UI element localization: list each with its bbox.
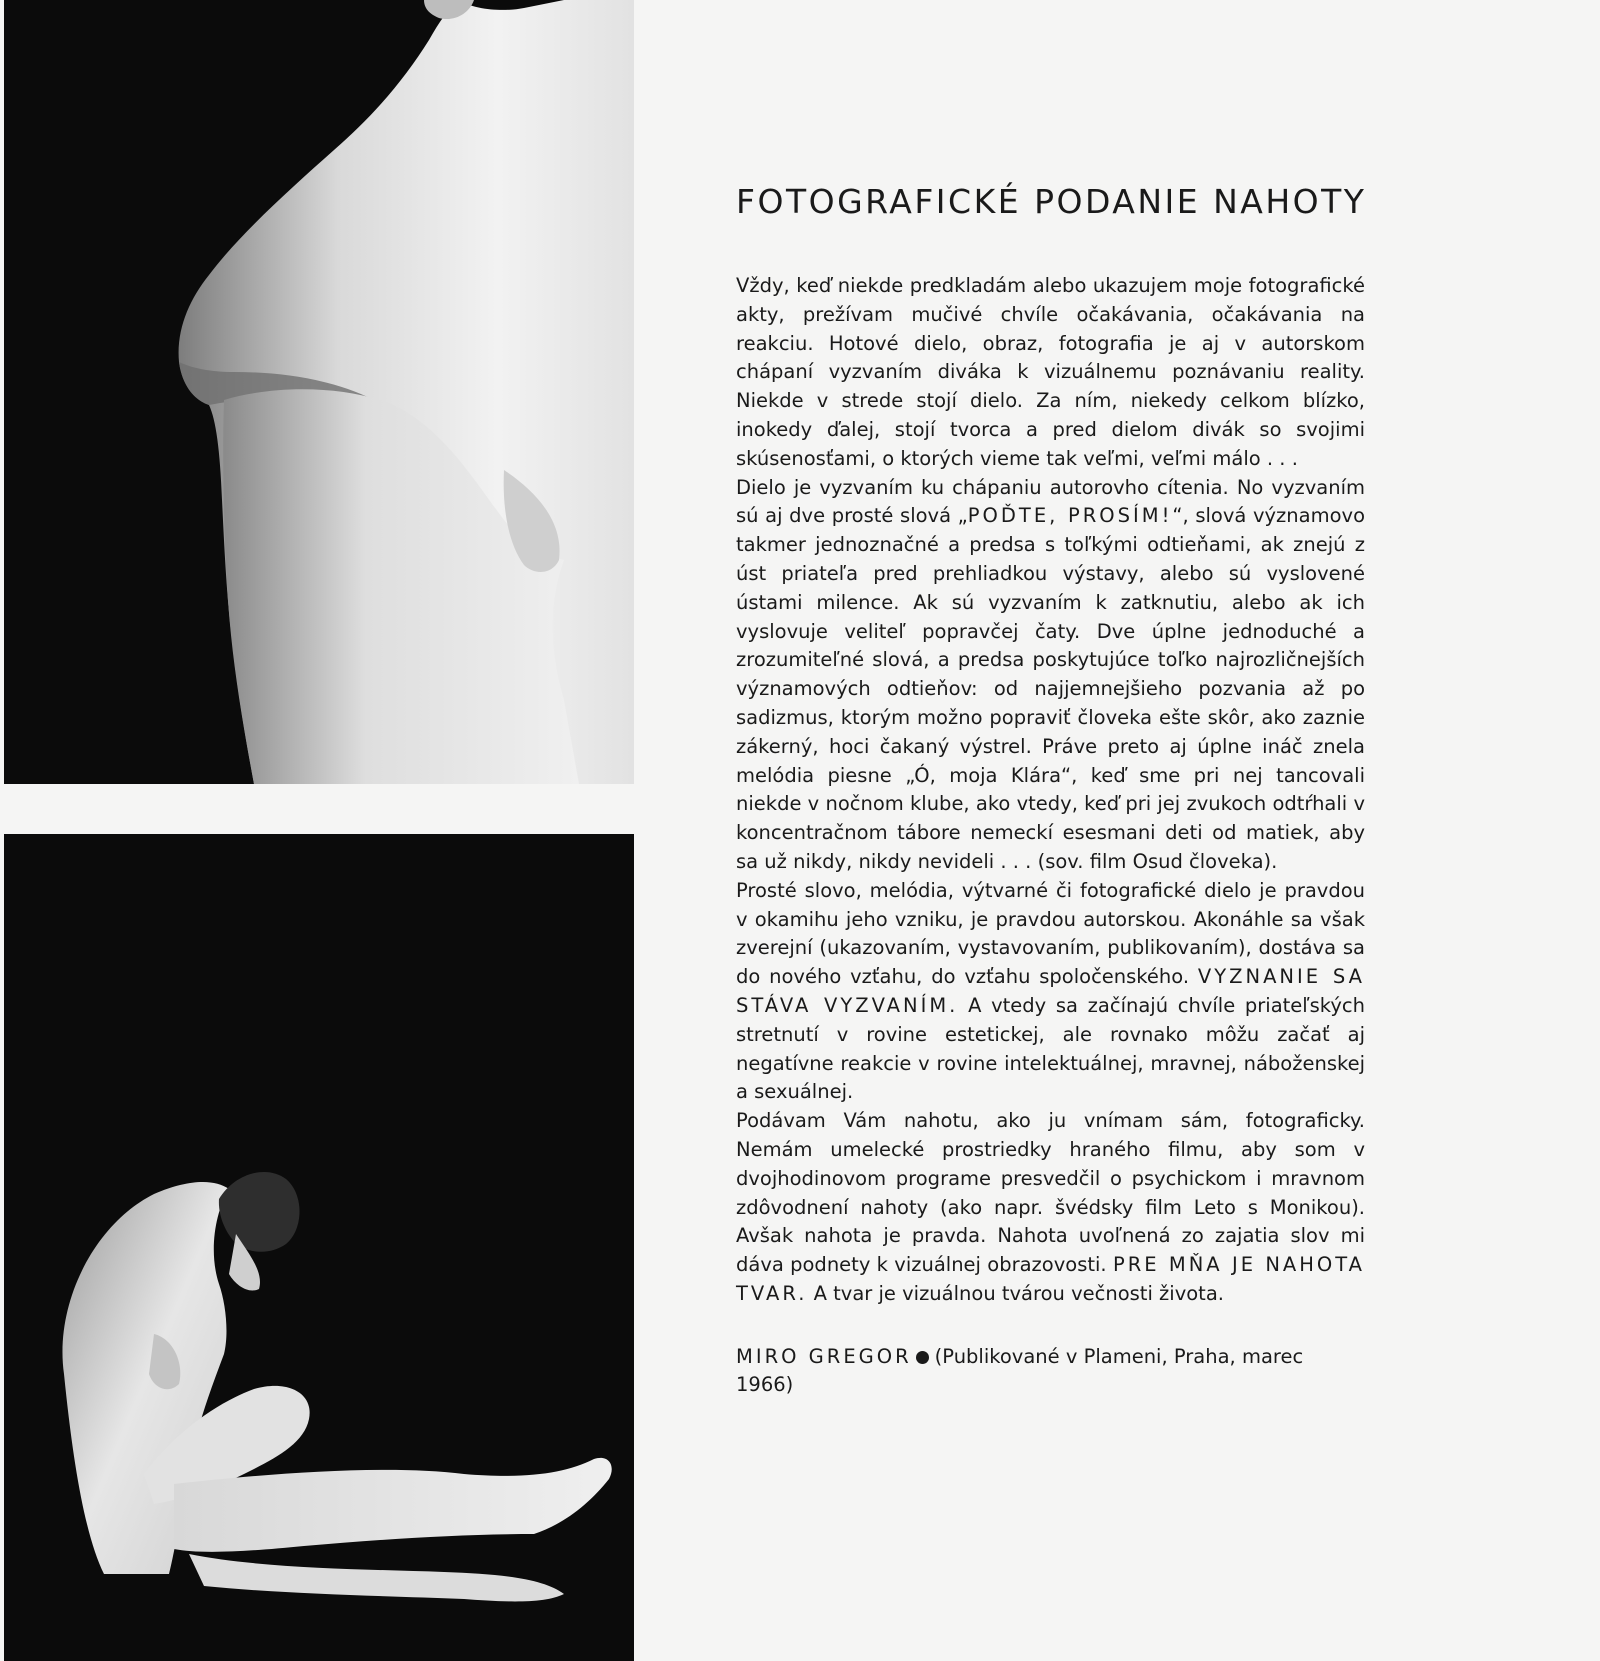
paragraph-text: Dielo je vyzvaním ku chápaniu autorovho cítenia. No vyzvaním sú aj dve prosté slová „ (736, 475, 1365, 528)
emphasized-caps-text: VYZNANIE SA STÁVA VYZVANÍM. (736, 965, 1365, 1017)
article-paragraph-4 (736, 1107, 1365, 1309)
seated-figure-illustration (4, 834, 634, 1661)
article-paragraph-1 (736, 272, 1365, 474)
emphasized-caps-text: POĎTE, PROSÍM! (967, 504, 1173, 528)
paragraph-text: “, slová významovo takmer jednoznačné a predsa s toľkými odtieňami, ak znejú z úst priateľa pred prehliadkou výstavy, alebo sú vyslovené ústami milence. Ak sú vyzvaním k zatknutiu, alebo ak ich vyslovuje veliteľ popravčej čaty. Dve úplne jednoduché a zrozumiteľné slová, a predsa poskytujúce toľko najrozličnejších významových odtieňov: od najjemnejšieho pozvania až po sadizmus, ktorým možno popraviť človeka ešte skôr, ako zaznie zákerný, hoci čakaný výstrel. Práve preto aj úplne ináč znela melódia piesne „Ó, moja Klára“, keď sme pri nej tancovali niekde v nočnom klube, ako vtedy, keď pri jej zvukoch odtŕhali v koncentračnom tábore nemeckí esesmani deti od matiek, aby sa už nikdy, nikdy nevideli . . . (sov. film Osud človeka). (736, 504, 1365, 873)
publication-note: (Publikované v Plameni, Praha, marec 1966) (736, 1344, 1304, 1397)
emphasized-caps-text: PRE MŇA JE NAHOTA TVAR. (736, 1253, 1365, 1305)
paragraph-text: Prosté slovo, melódia, výtvarné či fotografické dielo je pravdou v okamihu jeho vzniku, je pravdou autorskou. Akonáhle sa však zverejní (ukazovaním, vystavovaním, publikovaním), dostáva sa do nového vzťahu, do vzťahu spoločenského. (736, 878, 1365, 989)
paragraph-text: A tvar je vizuálnou tvárou večnosti života. (807, 1281, 1224, 1305)
article-paragraph-3 (736, 877, 1365, 1107)
paragraph-text: Podávam Vám nahotu, ako ju vnímam sám, fotograficky. Nemám umelecké prostriedky hraného filmu, aby som v dvojhodinovom programe presvedčil o psychickom i mravnom zdôvodnení nahoty (ako napr. švédsky film Leto s Monikou). Avšak nahota je pravda. Nahota uvoľnená zo zajatia slov mi dáva podnety k vizuálnej obrazovosti. (736, 1109, 1365, 1277)
torso-figure-illustration (4, 0, 634, 784)
top-nude-torso-photo (4, 0, 634, 784)
article-title: FOTOGRAFICKÉ PODANIE NAHOTY (736, 182, 1367, 221)
article-text-column (736, 180, 1365, 1400)
bullet-dot-icon (916, 1351, 929, 1364)
article-paragraph-2 (736, 474, 1365, 877)
author-signature (736, 1343, 1365, 1401)
paragraph-text: A vtedy sa začínajú chvíle priateľských stretnutí v rovine estetickej, ale rovnako môžu začať aj negatívne reakcie v rovine intelektuálnej, mravnej, náboženskej a sexuálnej. (736, 993, 1365, 1104)
author-name: MIRO GREGOR (736, 1344, 912, 1368)
bottom-seated-nude-photo (4, 834, 634, 1661)
paragraph-text: Vždy, keď niekde predkladám alebo ukazujem moje fotografické akty, prežívam mučivé chvíle očakávania, očakávania na reakciu. Hotové dielo, obraz, fotografia je aj v autorskom chápaní vyzvaním diváka k vizuálnemu poznávaniu reality. Niekde v strede stojí dielo. Za ním, niekedy celkom blízko, inokedy ďalej, stojí tvorca a pred dielom divák so svojimi skúsenosťami, o ktorých vieme tak veľmi, veľmi málo . . . (736, 274, 1365, 470)
